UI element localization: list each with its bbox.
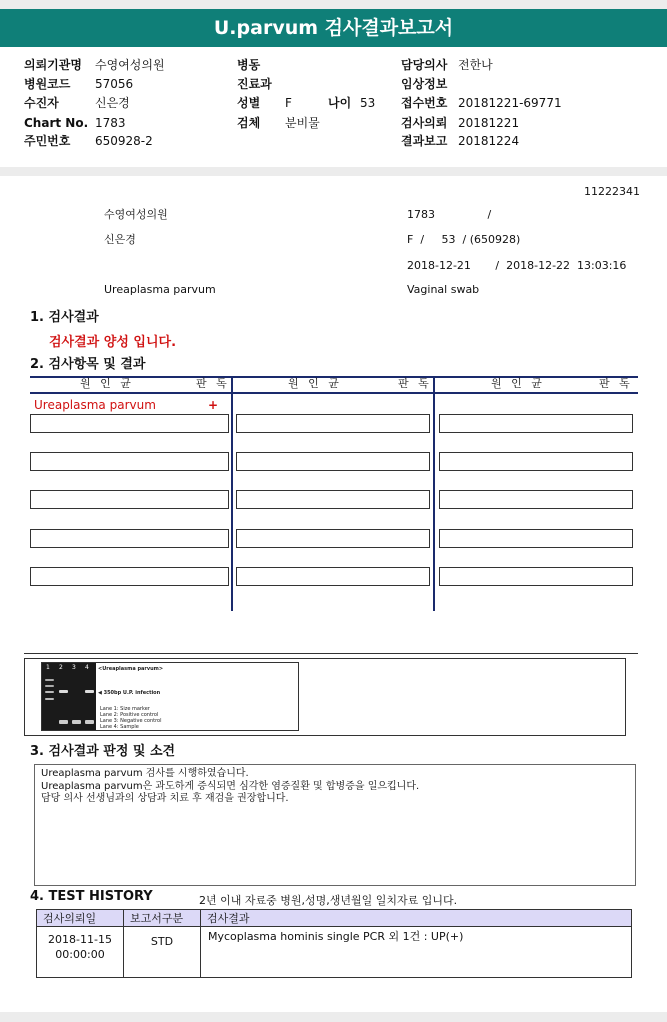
grid-header-rule xyxy=(30,392,638,394)
chart-label: Chart No. xyxy=(24,116,89,130)
opinion-box xyxy=(34,764,636,886)
doctor-label: 담당의사 xyxy=(401,58,448,72)
marker-band xyxy=(45,685,54,687)
section3-title: 3. 검사결과 판정 및 소견 xyxy=(30,744,176,759)
report-specimen: Vaginal swab xyxy=(407,283,480,296)
lane-number: 3 xyxy=(72,664,76,671)
patient-value: 신은경 xyxy=(95,96,130,110)
gel-legend: Lane 3: Negative control xyxy=(100,718,162,724)
gel-top-rule xyxy=(24,653,638,654)
section2-title: 2. 검사항목 및 결과 xyxy=(30,357,146,372)
receipt-label: 접수번호 xyxy=(401,96,448,110)
history-note: 2년 이내 자료중 병원,성명,생년월일 일치자료 입니다. xyxy=(199,894,458,907)
marker-band xyxy=(45,698,54,700)
result-cell xyxy=(236,529,430,548)
report-date-value: 20181224 xyxy=(458,134,520,148)
doctor-value: 전한나 xyxy=(458,58,493,72)
gel-electrophoresis-image xyxy=(41,662,299,731)
sex-label: 성별 xyxy=(237,96,261,110)
primer-band xyxy=(72,720,81,724)
gel-title: <Ureaplasma parvum> xyxy=(98,666,164,672)
age-value: 53 xyxy=(360,96,376,110)
result-cell xyxy=(30,452,229,471)
result-cell xyxy=(30,414,229,433)
report-date-label: 결과보고 xyxy=(401,134,448,148)
gel-legend: Lane 4: Sample xyxy=(100,724,139,730)
report-institution: 수영여성의원 xyxy=(104,208,168,221)
col-divider xyxy=(231,377,233,611)
history-header-type: 보고서구분 xyxy=(124,910,201,927)
report-body xyxy=(0,176,667,1012)
institution-value: 수영여성의원 xyxy=(95,58,165,72)
specimen-value: 분비물 xyxy=(285,116,320,130)
result-cell xyxy=(439,529,633,548)
history-header-date: 검사의뢰일 xyxy=(37,910,124,927)
sex-value: F xyxy=(285,96,292,110)
result-cell xyxy=(236,567,430,586)
opinion-line: Ureaplasma parvum 검사를 시행하였습니다. xyxy=(41,768,249,779)
opinion-line: 담당 의사 선생님과의 상담과 치료 후 재검을 권장합니다. xyxy=(41,793,289,804)
report-organism: Ureaplasma parvum xyxy=(104,283,216,296)
dept-label: 진료과 xyxy=(237,77,272,91)
col1-organism-header: 원 인 균 xyxy=(80,377,134,390)
history-time: 00:00:00 xyxy=(55,948,105,961)
marker-band xyxy=(45,679,54,681)
report-sex-age: F / 53 / (650928) xyxy=(407,233,521,246)
receipt-value: 20181221-69771 xyxy=(458,96,562,110)
lane-number: 4 xyxy=(85,664,89,671)
result-positive: 검사결과 양성 입니다. xyxy=(49,335,177,350)
history-date-cell xyxy=(37,927,124,978)
result-cell xyxy=(439,414,633,433)
age-label: 나이 xyxy=(328,96,352,110)
gel-photo xyxy=(42,663,96,731)
lane-number: 2 xyxy=(59,664,63,671)
primer-band xyxy=(85,720,94,724)
gel-legend: Lane 2: Positive control xyxy=(100,712,159,718)
ward-label: 병동 xyxy=(237,58,261,72)
request-date-value: 20181221 xyxy=(458,116,520,130)
table-row xyxy=(37,927,632,978)
history-type: STD xyxy=(124,927,201,978)
report-patient: 신은경 xyxy=(104,233,136,246)
history-date: 2018-11-15 xyxy=(48,933,112,946)
history-table xyxy=(36,909,632,978)
col2-organism-header: 원 인 균 xyxy=(288,377,342,390)
report-code: 11222341 xyxy=(584,185,640,198)
opinion-line: Ureaplasma parvum은 과도하게 증식되면 심각한 염증질환 및 합병증을 일으킵니다. xyxy=(41,780,420,792)
chart-value: 1783 xyxy=(95,116,126,130)
section4-title: 4. TEST HISTORY xyxy=(30,889,153,904)
col-divider xyxy=(433,377,435,611)
hospital-code-value: 57056 xyxy=(95,77,134,91)
id-label: 주민번호 xyxy=(24,134,71,148)
col1-result-header: 판 독 xyxy=(196,377,230,390)
history-result: Mycoplasma hominis single PCR 외 1건 : UP(+) xyxy=(201,927,632,978)
result-cell xyxy=(439,490,633,509)
header-info xyxy=(0,47,667,167)
id-value: 650928-2 xyxy=(95,134,153,148)
gel-arrow-label: ◀ 350bp U.P. infection xyxy=(98,690,161,696)
result-cell xyxy=(439,452,633,471)
hospital-code-label: 병원코드 xyxy=(24,77,71,91)
result-cell xyxy=(439,567,633,586)
result-cell xyxy=(236,414,430,433)
result-cell xyxy=(30,490,229,509)
result-cell xyxy=(236,490,430,509)
report-title: U.parvum 검사결과보고서 xyxy=(0,9,667,47)
col3-result-header: 판 독 xyxy=(599,377,633,390)
organism-name: Ureaplasma parvum xyxy=(34,398,156,412)
history-header-result: 검사결과 xyxy=(201,910,632,927)
request-date-label: 검사의뢰 xyxy=(401,116,448,130)
specimen-label: 검체 xyxy=(237,116,261,130)
result-cell xyxy=(236,452,430,471)
section1-title: 1. 검사결과 xyxy=(30,310,99,325)
report-chart: 1783 / xyxy=(407,208,492,221)
result-cell xyxy=(30,529,229,548)
divider xyxy=(0,167,667,176)
lane-number: 1 xyxy=(46,664,50,671)
marker-band xyxy=(45,691,54,693)
organism-result: + xyxy=(208,398,219,412)
col3-organism-header: 원 인 균 xyxy=(491,377,545,390)
report-dates: 2018-12-21 / 2018-12-22 13:03:16 xyxy=(407,259,627,272)
patient-label: 수진자 xyxy=(24,96,59,110)
result-cell xyxy=(30,567,229,586)
sample-band xyxy=(85,690,94,693)
clinical-label: 임상정보 xyxy=(401,77,448,91)
col2-result-header: 판 독 xyxy=(398,377,432,390)
gel-legend: Lane 1: Size marker xyxy=(100,706,150,712)
primer-band xyxy=(59,720,68,724)
institution-label: 의뢰기관명 xyxy=(24,58,82,72)
positive-band xyxy=(59,690,68,693)
